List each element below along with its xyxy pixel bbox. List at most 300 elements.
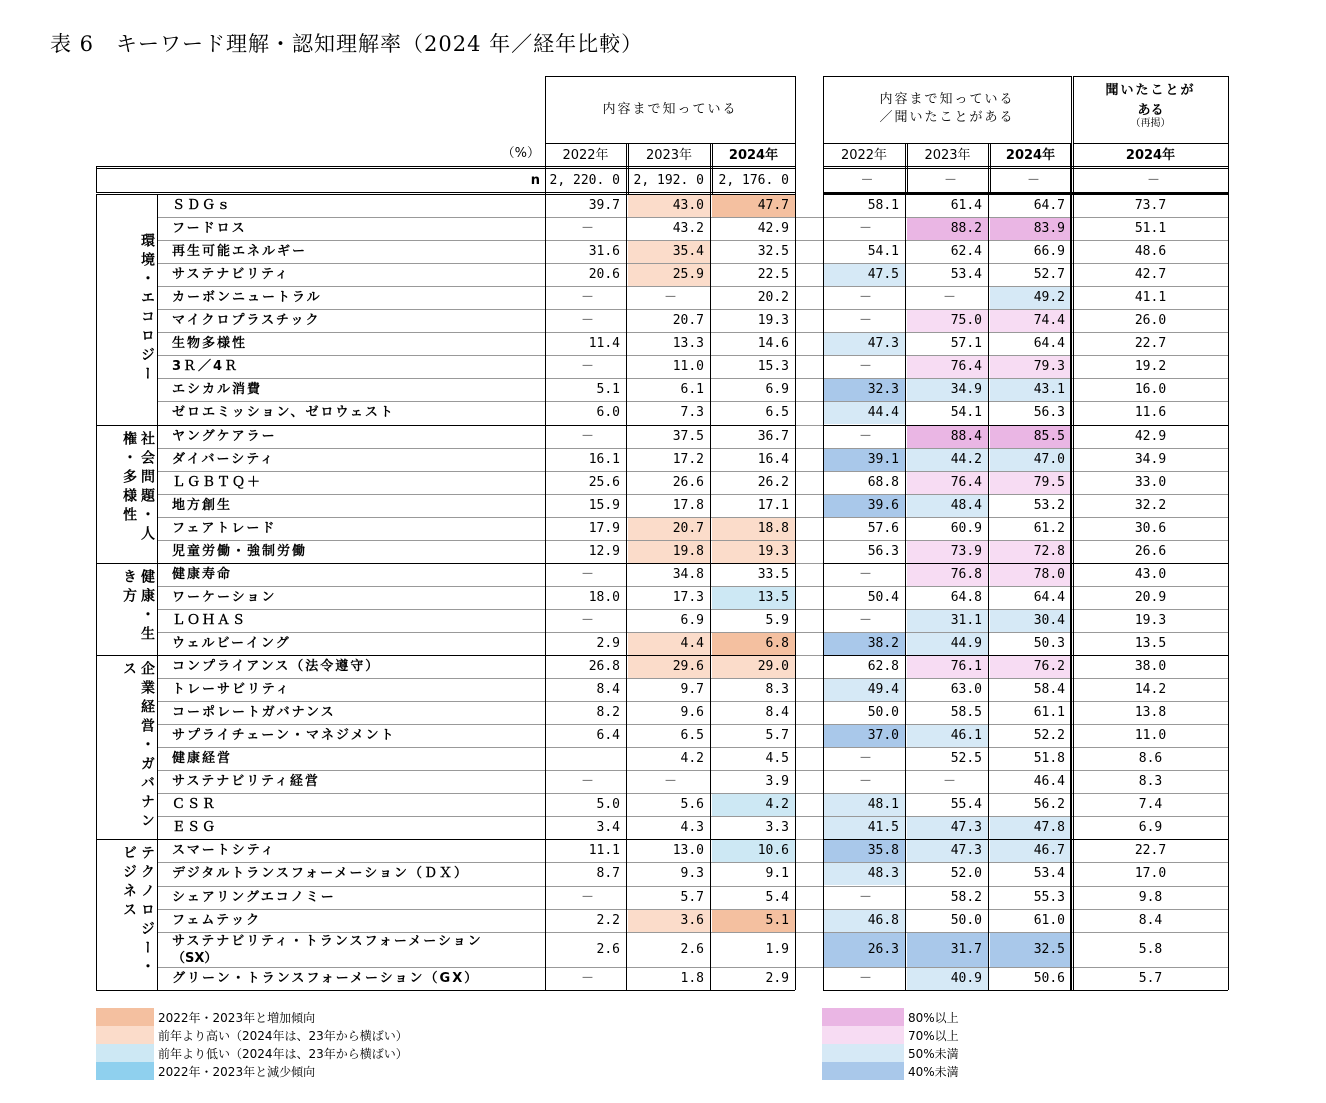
value-cell: 5.1 [765,912,789,928]
value-cell: 17.9 [588,520,620,536]
unit-label: （%） [501,146,540,161]
value-cell: 26.6 [1134,543,1167,559]
row-divider [157,609,1228,610]
value-cell: 47.5 [867,267,899,283]
value-cell: 34.8 [672,566,704,582]
value-cell: － [859,970,873,986]
value-cell: 37.5 [672,428,704,444]
value-cell: 50.4 [867,589,899,605]
value-cell: 61.2 [1033,520,1065,536]
value-cell: 15.3 [757,359,789,375]
row-label: ウェルビーイング [172,635,291,651]
legend-text: 2022年・2023年と増加傾向 [158,1011,316,1025]
value-cell: 47.3 [950,820,982,836]
value-cell: 53.2 [1033,497,1065,513]
value-cell: 26.3 [867,941,899,957]
row-divider [157,540,1228,541]
value-cell: 46.7 [1033,843,1065,859]
value-cell: 42.9 [1134,428,1167,444]
value-cell: 32.5 [757,244,789,260]
row-label: サプライチェーン・マネジメント [172,728,396,744]
row-label: 健康寿命 [172,566,233,582]
value-cell: 62.8 [867,659,899,674]
row-label: 地方創生 [172,497,233,513]
row-label: （SX） [172,950,218,966]
table-border [96,990,795,991]
table-border [96,194,97,990]
n-value: 2, 176. 0 [718,173,789,188]
row-label: ゼロエミッション、ゼロウェスト [172,405,395,421]
header-group2-line2: ／聞いたことがある [879,110,1015,125]
value-cell: 19.3 [1134,612,1167,628]
value-cell: 19.8 [672,543,704,559]
page-title: 表 6 キーワード理解・認知理解率（2024 年／経年比較） [50,32,644,56]
row-label: シェアリングエコノミー [172,889,336,905]
value-cell: － [581,970,595,986]
value-cell: 52.5 [950,751,982,767]
row-divider [157,517,1228,518]
value-cell: 58.4 [1033,682,1065,698]
value-cell: 33.5 [757,566,789,582]
value-cell: 43.1 [1033,382,1065,398]
value-cell: 26.6 [672,474,704,490]
value-cell: 55.3 [1033,889,1065,905]
value-cell: 51.8 [1033,751,1065,767]
value-cell: 54.1 [867,244,899,260]
value-cell: 6.4 [596,728,620,744]
row-label: サステナビリティ [172,267,290,283]
value-cell: 12.9 [588,543,620,559]
value-cell: 31.1 [950,612,982,628]
legend-text: 前年より高い（2024年は、23年から横ばい） [158,1029,408,1043]
value-cell: 76.4 [950,359,982,375]
year-header: 2024年 [1005,148,1056,163]
value-cell: － [581,774,595,790]
value-cell: 16.0 [1134,382,1167,398]
table-border [823,143,1071,144]
value-cell: 51.1 [1134,221,1167,237]
value-cell: － [859,612,873,628]
value-cell: 30.4 [1033,612,1065,628]
table-border [1073,76,1228,77]
row-label: コンプライアンス（法令遵守） [172,659,381,674]
row-label: ヤングケアラー [172,428,277,444]
value-cell: 61.4 [950,198,982,213]
value-cell: 20.7 [672,520,704,536]
value-cell: 88.2 [950,221,982,237]
header-group1: 内容まで知っている [602,102,738,117]
value-cell: － [581,428,595,444]
value-cell: 76.2 [1033,659,1065,674]
year-header: 2024年 [728,148,779,163]
value-cell: － [859,566,873,582]
value-cell: 62.4 [950,244,982,260]
row-label: 児童労働・強制労働 [172,543,308,559]
category-divider [96,839,795,840]
value-cell: 26.8 [588,659,620,674]
value-cell: 88.4 [950,428,982,444]
value-cell: － [859,290,873,306]
value-cell: 8.7 [596,866,620,882]
value-cell: － [859,313,873,329]
value-cell: 20.2 [757,290,789,306]
row-label: フェムテック [172,912,262,928]
value-cell: 4.5 [765,751,789,767]
value-cell: 34.9 [950,382,982,398]
value-cell: 78.0 [1033,566,1065,582]
row-label: ＬＧＢＴＱ＋ [172,474,263,490]
row-label: ＬＯＨＡＳ [172,612,248,628]
value-cell: － [581,290,595,306]
value-cell: 48.4 [950,497,982,513]
value-cell: 14.2 [1134,682,1167,698]
value-cell: 50.0 [867,705,899,721]
value-cell: 30.6 [1134,520,1167,536]
value-cell: 6.0 [596,405,620,421]
row-label: トレーサビリティ [172,682,291,698]
value-cell: 74.4 [1033,313,1065,329]
row-divider [157,355,1228,356]
table-border [545,76,546,194]
value-cell: 32.2 [1134,497,1167,513]
value-cell: 38.0 [1134,659,1167,674]
table-border [795,76,796,194]
row-divider [157,286,1228,287]
legend-text: 80%以上 [908,1011,959,1025]
year-header: 2023年 [924,148,971,163]
value-cell: 58.1 [867,198,899,213]
value-cell: 44.2 [950,451,982,467]
row-label: 3Ｒ／4Ｒ [172,359,240,375]
value-cell: 8.4 [1138,912,1163,928]
row-divider [157,793,1228,794]
row-label: マイクロプラスチック [172,313,321,329]
value-cell: 43.2 [672,221,704,237]
value-cell: 61.1 [1033,705,1065,721]
value-cell: 50.3 [1033,635,1065,651]
value-cell: 5.4 [765,889,789,905]
header-group3-note: （再掲） [1130,118,1171,129]
header-group3-line2: ある [1137,103,1164,118]
row-label: ワーケーション [172,589,277,605]
value-cell: 47.0 [1033,451,1065,467]
value-cell: 43.0 [1134,566,1167,582]
table-border [905,166,906,990]
value-cell: 25.9 [672,267,704,283]
value-cell: 41.1 [1134,290,1167,306]
value-cell: 31.7 [950,941,982,957]
value-cell: 73.9 [950,543,982,559]
value-cell: 41.5 [867,820,899,836]
value-cell: 13.5 [1134,635,1167,651]
year-header: 2023年 [645,148,693,163]
legend-text: 70%以上 [908,1029,959,1043]
value-cell: 19.3 [757,313,789,329]
value-cell: 6.5 [680,728,704,744]
table-border [545,143,795,144]
value-cell: 6.9 [680,612,704,628]
value-cell: － [581,313,595,329]
row-label: ダイバーシティ [172,451,276,467]
row-label: サステナビリティ経営 [172,774,320,790]
row-divider [157,701,1228,702]
value-cell: 18.8 [757,520,789,536]
value-cell: 3.9 [765,774,789,790]
value-cell: 22.7 [1134,336,1167,352]
value-cell: 29.0 [757,659,789,674]
value-cell: 18.0 [588,589,620,605]
table-border [710,166,711,990]
value-cell: 7.4 [1138,797,1163,813]
n-value: － [1146,173,1160,188]
n-value: 2, 192. 0 [633,173,704,188]
value-cell: 17.1 [757,497,789,513]
year-header: 2024年 [1125,148,1176,163]
value-cell: 13.3 [672,336,704,352]
table-border [1228,166,1229,192]
value-cell: 73.7 [1134,198,1167,213]
header-group3-line1: 聞いたことが [1105,83,1196,98]
value-cell: 76.4 [950,474,982,490]
category-divider [823,425,1228,426]
value-cell: 54.1 [950,405,982,421]
value-cell: 20.6 [588,267,620,283]
value-cell: 58.2 [950,889,982,905]
row-label: ＳＤＧｓ [172,198,233,213]
row-divider [157,862,1228,863]
table-border [545,76,795,77]
value-cell: 8.4 [596,682,620,698]
n-label: n [530,173,540,188]
row-label: ＥＳＧ [172,820,218,836]
row-label: フードロス [172,221,247,237]
value-cell: － [943,290,957,306]
value-cell: 2.9 [596,635,620,651]
row-divider [157,816,1228,817]
table-border [626,166,627,990]
value-cell: 5.6 [680,797,704,813]
row-label: スマートシティ [172,843,276,859]
row-divider [157,448,1228,449]
value-cell: 64.8 [950,589,982,605]
value-cell: 75.0 [950,313,982,329]
value-cell: 6.8 [765,635,789,651]
row-label: サステナビリティ・トランスフォーメーション [172,933,483,949]
value-cell: 44.4 [867,405,899,421]
value-cell: 66.9 [1033,244,1065,260]
category-divider [823,563,1228,564]
value-cell: 46.8 [867,912,899,928]
value-cell: 37.0 [867,728,899,744]
value-cell: 49.4 [867,682,899,698]
n-value: － [1026,173,1040,188]
legend-swatch [822,1062,904,1080]
value-cell: 5.7 [680,889,704,905]
value-cell: 55.4 [950,797,982,813]
value-cell: 17.0 [1134,866,1167,882]
row-divider [157,632,1228,633]
row-divider [157,378,1228,379]
value-cell: 10.6 [757,843,789,859]
row-divider [157,309,1228,310]
value-cell: 31.6 [588,244,620,260]
value-cell: 17.8 [672,497,704,513]
value-cell: 47.8 [1033,820,1065,836]
header-group2-line1: 内容まで知っている [879,92,1015,107]
value-cell: 13.8 [1134,705,1167,721]
value-cell: － [664,290,678,306]
legend-swatch [96,1008,154,1026]
row-divider [157,909,1228,910]
value-cell: 44.9 [950,635,982,651]
value-cell: － [859,751,873,767]
row-label: 再生可能エネルギー [172,244,308,260]
value-cell: 57.1 [950,336,982,352]
value-cell: 48.1 [867,797,899,813]
value-cell: 4.4 [680,635,704,651]
n-value: － [943,173,957,188]
value-cell: 35.4 [672,244,704,260]
row-divider [157,770,1228,771]
value-cell: 64.4 [1033,589,1065,605]
value-cell: 63.0 [950,682,982,698]
value-cell: 1.9 [765,941,789,957]
category-label: 企業経営・ガバナンス [121,661,155,832]
table-border [1228,194,1229,990]
row-label: グリーン・トランスフォーメーション（GX） [172,970,480,986]
value-cell: 2.6 [596,941,620,957]
category-divider [823,655,1228,656]
row-label: デジタルトランスフォーメーション（ＤＸ） [172,866,470,882]
value-cell: 16.1 [588,451,620,467]
value-cell: 79.3 [1033,359,1065,375]
value-cell: 48.6 [1134,244,1167,260]
table-border [96,166,795,167]
value-cell: 6.1 [680,382,704,398]
legend-text: 40%未満 [908,1065,959,1079]
legend-swatch [96,1026,154,1044]
table-border [1070,143,1072,990]
value-cell: 6.9 [765,382,789,398]
value-cell: 4.2 [765,797,789,813]
legend-swatch [822,1044,904,1062]
value-cell: 2.6 [680,941,704,957]
table-border [823,990,1228,991]
legend-text: 前年より低い（2024年は、23年から横ばい） [158,1047,408,1061]
value-cell: － [581,612,595,628]
value-cell: 72.8 [1033,543,1065,559]
row-divider [157,332,1228,333]
table-border [1073,143,1228,144]
value-cell: － [664,774,678,790]
row-divider [157,494,1228,495]
table-border [1073,76,1074,194]
value-cell: 56.2 [1033,797,1065,813]
value-cell: 49.2 [1033,290,1065,306]
value-cell: 20.9 [1134,589,1167,605]
value-cell: 53.4 [1033,866,1065,882]
value-cell: 64.4 [1033,336,1065,352]
value-cell: 79.5 [1033,474,1065,490]
value-cell: 16.4 [757,451,789,467]
value-cell: 50.0 [950,912,982,928]
value-cell: 34.9 [1134,451,1167,467]
value-cell: 39.7 [588,198,620,213]
row-label: カーボンニュートラル [172,290,322,306]
value-cell: 5.1 [596,382,620,398]
value-cell: 19.3 [757,543,789,559]
table-border [545,194,546,990]
value-cell: 40.9 [950,970,982,986]
row-divider [157,932,1228,933]
row-divider [157,471,1228,472]
value-cell: 32.5 [1033,941,1065,957]
value-cell: 56.3 [1033,405,1065,421]
value-cell: 15.9 [588,497,620,513]
table-border [795,194,796,990]
value-cell: 76.8 [950,566,982,582]
value-cell: 9.8 [1138,889,1163,905]
table-border [823,194,1228,195]
value-cell: 6.5 [765,405,789,421]
value-cell: 4.2 [680,751,704,767]
table-border [823,194,824,990]
value-cell: 64.7 [1033,198,1065,213]
value-cell: 8.2 [596,705,620,721]
value-cell: 14.6 [757,336,789,352]
legend-swatch [822,1008,904,1026]
n-value: 2, 220. 0 [549,173,620,188]
value-cell: 9.6 [680,705,704,721]
value-cell: 3.6 [680,912,704,928]
value-cell: 22.7 [1134,843,1167,859]
value-cell: － [943,774,957,790]
row-divider [157,263,1228,264]
value-cell: 43.0 [672,198,704,213]
table-border [96,168,795,169]
value-cell: 22.5 [757,267,789,283]
value-cell: 48.3 [867,866,899,882]
value-cell: 8.3 [1138,774,1163,790]
value-cell: 20.7 [672,313,704,329]
value-cell: 9.1 [765,866,789,882]
value-cell: 39.6 [867,497,899,513]
value-cell: 11.1 [588,843,620,859]
row-divider [157,967,1228,968]
value-cell: 85.5 [1033,428,1065,444]
table-border [823,76,1071,77]
year-header: 2022年 [840,148,888,163]
row-label: 健康経営 [172,751,233,767]
value-cell: 6.9 [1138,820,1163,836]
value-cell: 13.0 [672,843,704,859]
category-divider [823,839,1228,840]
table-border [1073,194,1074,990]
value-cell: 47.3 [950,843,982,859]
value-cell: － [859,889,873,905]
value-cell: 11.0 [1134,728,1167,744]
value-cell: 3.4 [596,820,620,836]
category-label: 環境・エコロジー [139,233,155,386]
value-cell: － [859,359,873,375]
value-cell: － [581,221,595,237]
value-cell: 36.7 [757,428,789,444]
value-cell: 5.7 [765,728,789,744]
row-divider [157,724,1228,725]
legend-text: 50%未満 [908,1047,959,1061]
value-cell: 33.0 [1134,474,1167,490]
value-cell: 52.2 [1033,728,1065,744]
